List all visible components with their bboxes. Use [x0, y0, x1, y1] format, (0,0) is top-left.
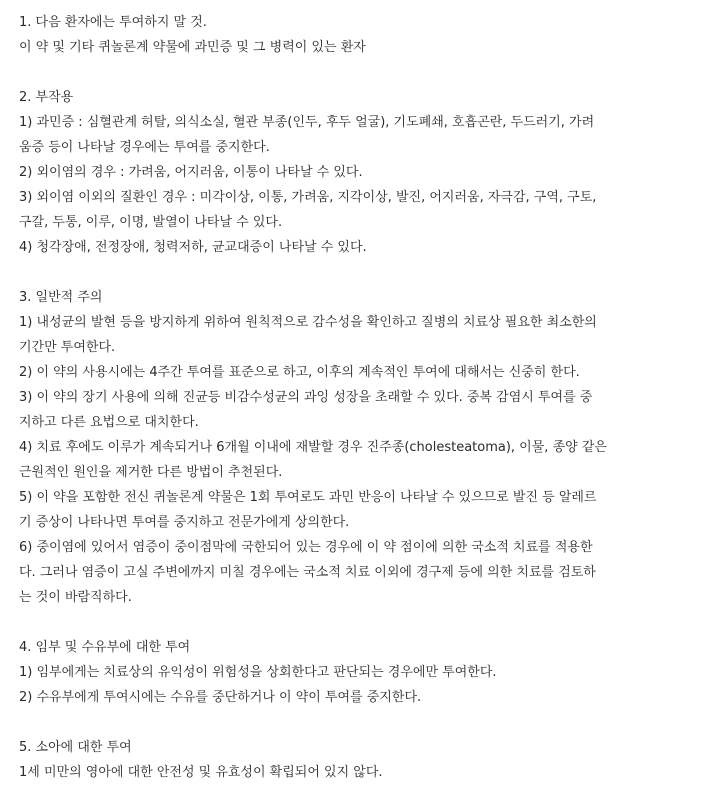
text-line: 근원적인 원인을 제거한 다른 방법이 추천된다. — [19, 465, 283, 480]
text-line: 4) 치료 후에도 이루가 계속되거나 6개월 이내에 재발할 경우 진주종(cholesteatoma), 이물, 종양 같은 — [19, 440, 607, 455]
text-line: 는 것이 바람직하다. — [19, 590, 132, 605]
text-line: 1세 미만의 영아에 대한 안전성 및 유효성이 확립되어 있지 않다. — [19, 765, 383, 780]
text-line: 6) 중이염에 있어서 염증이 중이점막에 국한되어 있는 경우에 이 약 점이에 의한 국소적 치료를 적용한 — [19, 540, 593, 555]
section-title: 2. 부작용 — [19, 90, 74, 105]
text-line: 구갈, 두통, 이루, 이명, 발열이 나타날 수 있다. — [19, 215, 283, 230]
text-line: 움증 등이 나타날 경우에는 투여를 중지한다. — [19, 140, 270, 155]
text-line: 1) 과민증 : 심혈관계 허탈, 의식소실, 혈관 부종(인두, 후두 얼굴), 기도폐쇄, 호흡곤란, 두드러기, 가려 — [19, 115, 595, 130]
text-line: 5) 이 약을 포함한 전신 퀴놀론계 약물은 1회 투여로도 과민 반응이 나타날 수 있으므로 발진 등 알레르 — [19, 490, 597, 505]
text-line: 3) 이 약의 장기 사용에 의해 진균등 비감수성균의 과잉 성장을 초래할 수 있다. 중복 감염시 투여를 중 — [19, 390, 593, 405]
section-pediatric — [19, 735, 689, 785]
section-spacer — [19, 710, 689, 735]
section-general-precautions — [19, 285, 689, 610]
section-pregnancy-lactation — [19, 635, 689, 710]
text-line: 다. 그러나 염증이 고실 주변에까지 미칠 경우에는 국소적 치료 이외에 경구제 등에 의한 치료를 검토하 — [19, 565, 596, 580]
text-line: 2) 이 약의 사용시에는 4주간 투여를 표준으로 하고, 이후의 계속적인 투여에 대해서는 신중히 한다. — [19, 365, 580, 380]
text-line: 기 증상이 나타나면 투여를 중지하고 전문가에게 상의한다. — [19, 515, 350, 530]
text-line: 1) 임부에게는 치료상의 유익성이 위험성을 상회한다고 판단되는 경우에만 투여한다. — [19, 665, 497, 680]
text-line: 1) 내성균의 발현 등을 방지하게 위하여 원칙적으로 감수성을 확인하고 질병의 치료상 필요한 최소한의 — [19, 315, 597, 330]
text-line: 2) 수유부에게 투여시에는 수유를 중단하거나 이 약이 투여를 중지한다. — [19, 690, 422, 705]
text-line: 지하고 다른 요법으로 대치한다. — [19, 415, 199, 430]
section-title: 5. 소아에 대한 투여 — [19, 740, 132, 755]
text-line: 이 약 및 기타 퀴놀론계 약물에 과민증 및 그 병력이 있는 환자 — [19, 40, 366, 55]
section-contraindications — [19, 10, 689, 60]
text-line: 3) 외이염 이외의 질환인 경우 : 미각이상, 이통, 가려움, 지각이상, 발진, 어지러움, 자극감, 구역, 구토, — [19, 190, 597, 205]
section-title: 3. 일반적 주의 — [19, 290, 103, 305]
document-body — [19, 10, 689, 785]
text-line: 기간만 투여한다. — [19, 340, 116, 355]
text-line: 4) 청각장애, 전정장애, 청력저하, 균교대증이 나타날 수 있다. — [19, 240, 367, 255]
section-adverse-reactions — [19, 85, 689, 260]
section-title: 4. 임부 및 수유부에 대한 투여 — [19, 640, 191, 655]
section-spacer — [19, 610, 689, 635]
text-line: 2) 외이염의 경우 : 가려움, 어지러움, 이통이 나타날 수 있다. — [19, 165, 363, 180]
section-spacer — [19, 260, 689, 285]
section-spacer — [19, 60, 689, 85]
section-title: 1. 다음 환자에는 투여하지 말 것. — [19, 15, 207, 30]
